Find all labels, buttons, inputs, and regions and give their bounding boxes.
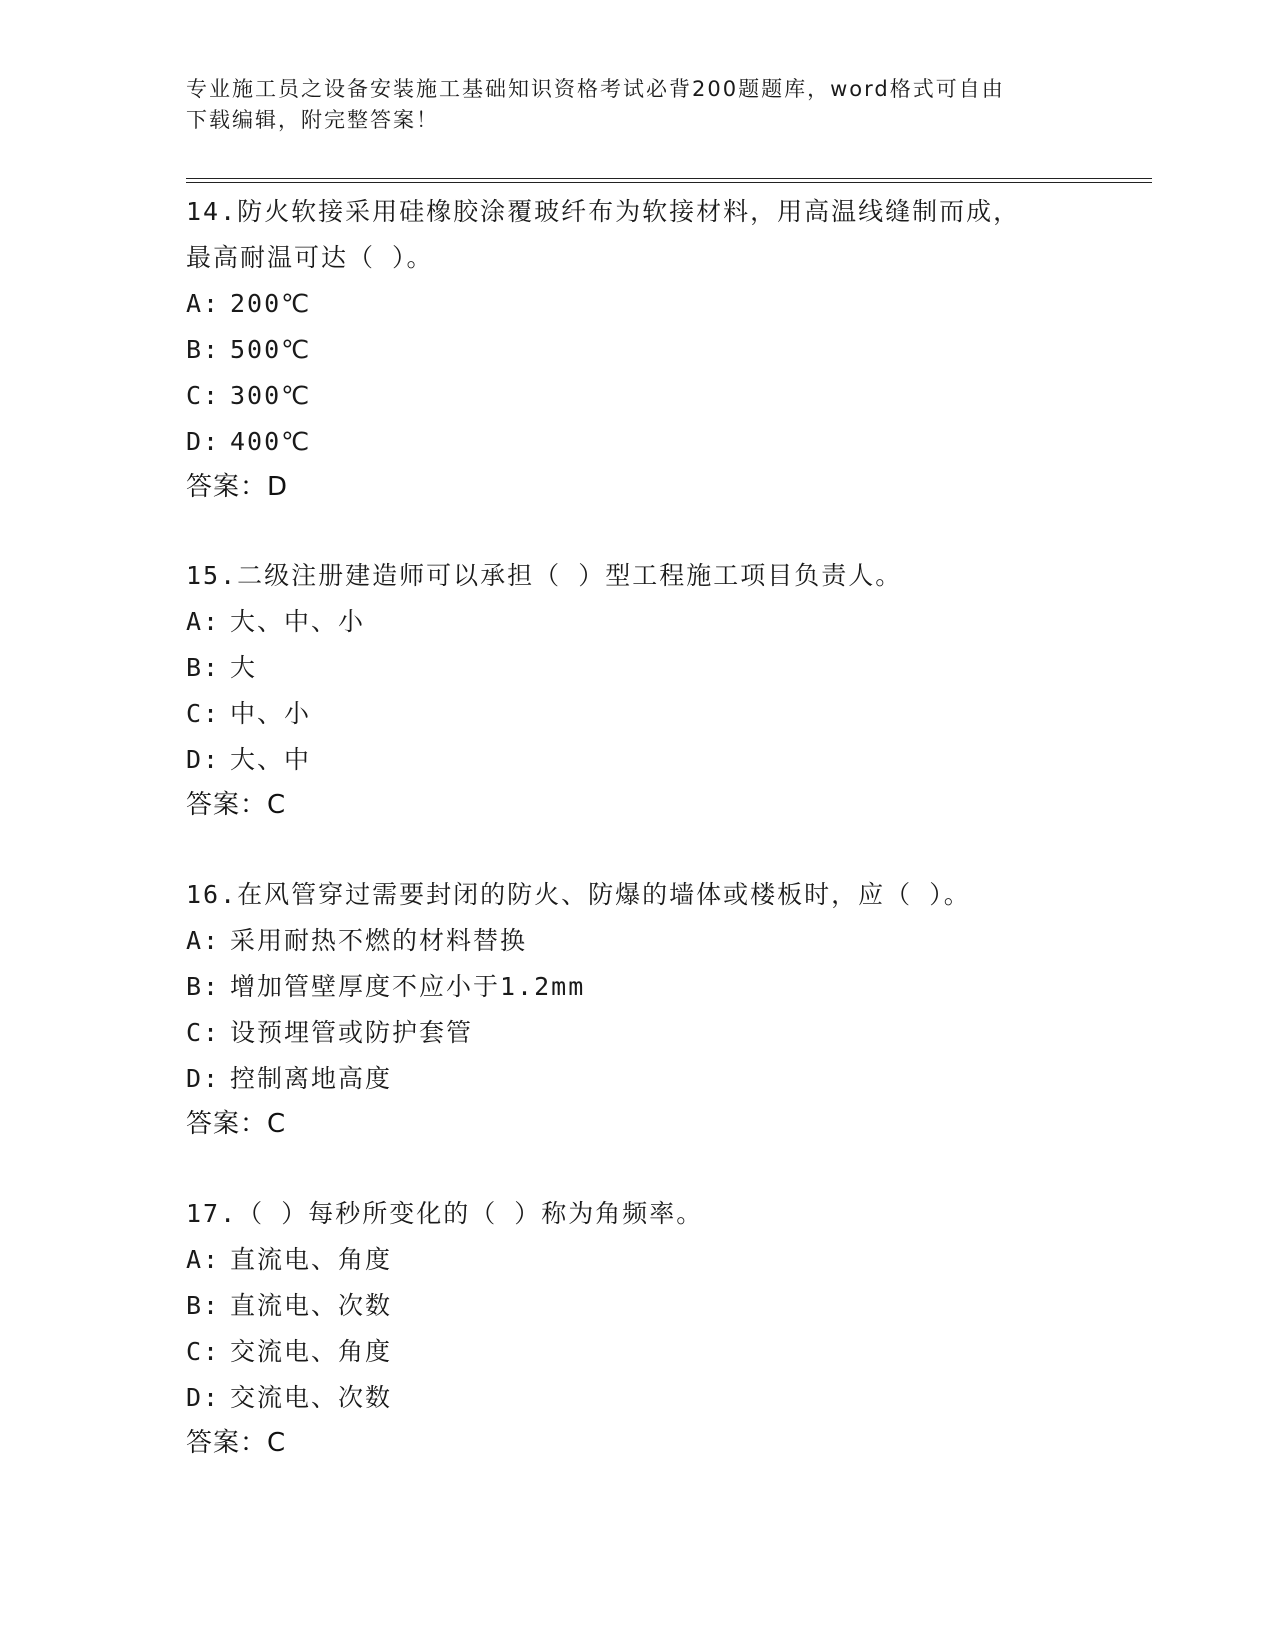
option-letter: A: <box>186 926 221 955</box>
option-text: 增加管壁厚度不应小于1.2mm <box>230 972 586 1001</box>
option-b <box>186 1283 1086 1329</box>
option-text: 200℃ <box>230 289 312 318</box>
option-d <box>186 737 1086 783</box>
option-a <box>186 1237 1086 1283</box>
question-14 <box>186 189 1086 509</box>
question-15 <box>186 553 1086 827</box>
option-text: 400℃ <box>230 427 312 456</box>
header-line-1: 专业施工员之设备安装施工基础知识资格考试必背200题题库，word格式可自由 <box>186 77 1005 101</box>
header-divider-top <box>186 178 1152 179</box>
option-text: 采用耐热不燃的材料替换 <box>230 926 528 955</box>
question-17 <box>186 1191 1086 1465</box>
option-letter: B: <box>186 653 221 682</box>
option-letter: A: <box>186 607 221 636</box>
option-text: 直流电、角度 <box>230 1245 393 1274</box>
option-letter: D: <box>186 1064 221 1093</box>
answer-text: 答案：C <box>186 1109 287 1139</box>
answer-text: 答案：D <box>186 472 289 502</box>
header-line-2: 下载编辑，附完整答案！ <box>186 108 439 132</box>
option-c <box>186 691 1086 737</box>
option-d <box>186 1056 1086 1102</box>
option-letter: C: <box>186 1018 221 1047</box>
option-text: 设预埋管或防护套管 <box>230 1018 474 1047</box>
option-text: 直流电、次数 <box>230 1291 393 1320</box>
option-letter: D: <box>186 427 221 456</box>
option-text: 大、中 <box>230 745 312 774</box>
option-text: 交流电、次数 <box>230 1383 393 1412</box>
option-letter: C: <box>186 381 221 410</box>
option-text: 交流电、角度 <box>230 1337 393 1366</box>
option-letter: A: <box>186 1245 221 1274</box>
option-text: 控制离地高度 <box>230 1064 393 1093</box>
option-letter: D: <box>186 745 221 774</box>
option-letter: B: <box>186 1291 221 1320</box>
answer-text: 答案：C <box>186 1428 287 1458</box>
option-letter: C: <box>186 1337 221 1366</box>
option-b <box>186 645 1086 691</box>
option-a <box>186 599 1086 645</box>
option-text: 大 <box>230 653 258 682</box>
option-d <box>186 1375 1086 1421</box>
option-c <box>186 1329 1086 1375</box>
question-stem: 17.（ ）每秒所变化的（ ）称为角频率。 <box>186 1199 704 1228</box>
option-d <box>186 419 1086 465</box>
option-text: 500℃ <box>230 335 312 364</box>
option-a <box>186 918 1086 964</box>
answer-text: 答案：C <box>186 790 287 820</box>
option-letter: A: <box>186 289 221 318</box>
option-letter: B: <box>186 335 221 364</box>
option-c <box>186 373 1086 419</box>
document-header <box>186 74 1066 136</box>
option-letter: C: <box>186 699 221 728</box>
option-letter: B: <box>186 972 221 1001</box>
header-divider-bottom <box>186 182 1152 183</box>
question-stem-continued: 最高耐温可达（ ）。 <box>186 243 434 272</box>
option-c <box>186 1010 1086 1056</box>
option-text: 中、小 <box>230 699 312 728</box>
option-b <box>186 964 1086 1010</box>
option-text: 300℃ <box>230 381 312 410</box>
option-text: 大、中、小 <box>230 607 366 636</box>
question-stem: 16.在风管穿过需要封闭的防火、防爆的墙体或楼板时，应（ ）。 <box>186 880 971 909</box>
option-b <box>186 327 1086 373</box>
question-stem: 14.防火软接采用硅橡胶涂覆玻纤布为软接材料，用高温线缝制而成， <box>186 197 1021 226</box>
option-letter: D: <box>186 1383 221 1412</box>
question-16 <box>186 872 1086 1146</box>
option-a <box>186 281 1086 327</box>
question-stem: 15.二级注册建造师可以承担（ ）型工程施工项目负责人。 <box>186 561 903 590</box>
